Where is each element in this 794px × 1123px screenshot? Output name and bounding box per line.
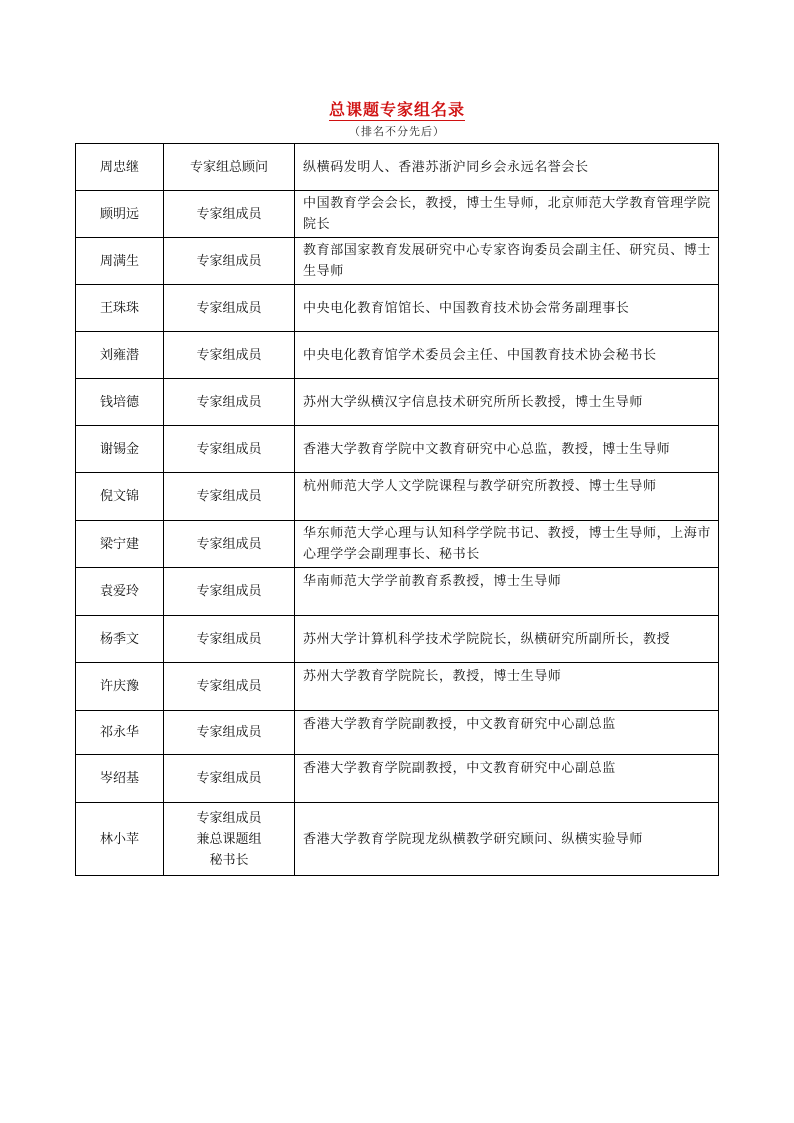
table-row xyxy=(76,568,719,616)
member-description: 纵横码发明人、香港苏浙沪同乡会永远名誉会长 xyxy=(295,144,719,191)
table-row xyxy=(76,663,719,711)
table-row xyxy=(76,616,719,663)
member-role-line: 专家组成员 xyxy=(196,206,262,222)
member-description: 香港大学教育学院副教授，中文教育研究中心副总监 xyxy=(295,755,719,803)
table-row xyxy=(76,144,719,191)
page-subtitle: （排名不分先后） xyxy=(349,125,445,138)
table-row xyxy=(76,473,719,521)
member-name: 刘雍潜 xyxy=(76,332,164,379)
member-name: 顾明远 xyxy=(76,191,164,238)
member-name: 倪文锦 xyxy=(76,473,164,521)
member-role xyxy=(164,803,295,876)
member-name: 梁宁建 xyxy=(76,521,164,568)
member-role xyxy=(164,379,295,426)
member-role-line: 秘书长 xyxy=(209,852,249,868)
member-name: 周忠继 xyxy=(76,144,164,191)
member-role xyxy=(164,191,295,238)
member-name: 林小苹 xyxy=(76,803,164,876)
member-role xyxy=(164,568,295,616)
table-row xyxy=(76,285,719,332)
member-name: 王珠珠 xyxy=(76,285,164,332)
member-description: 教育部国家教育发展研究中心专家咨询委员会副主任、研究员、博士生导师 xyxy=(295,238,719,285)
page-title-text: 总课题专家组名录 xyxy=(328,100,465,119)
member-role xyxy=(164,755,295,803)
member-role-line: 专家组成员 xyxy=(196,536,262,552)
member-description: 中央电化教育馆馆长、中国教育技术协会常务副理事长 xyxy=(295,285,719,332)
member-role-line: 专家组总顾问 xyxy=(189,159,268,175)
member-role-line: 专家组成员 xyxy=(196,771,262,786)
member-role xyxy=(164,521,295,568)
member-role-line: 专家组成员 xyxy=(196,679,262,694)
member-name: 袁爱玲 xyxy=(76,568,164,616)
table-row xyxy=(76,332,719,379)
member-name: 许庆豫 xyxy=(76,663,164,711)
member-description: 中央电化教育馆学术委员会主任、中国教育技术协会秘书长 xyxy=(295,332,719,379)
table-row xyxy=(76,426,719,473)
page-title xyxy=(0,100,794,120)
expert-roster-table xyxy=(75,143,719,876)
member-role xyxy=(164,711,295,755)
member-description: 香港大学教育学院现龙纵横教学研究顾问、纵横实验导师 xyxy=(295,803,719,876)
member-role xyxy=(164,663,295,711)
table-row xyxy=(76,755,719,803)
member-role-line: 专家组成员 xyxy=(196,441,262,457)
member-role xyxy=(164,238,295,285)
member-role xyxy=(164,473,295,521)
member-description: 华南师范大学学前教育系教授，博士生导师 xyxy=(295,568,719,616)
member-role-line: 专家组成员 xyxy=(196,253,262,269)
member-description: 华东师范大学心理与认知科学学院书记、教授，博士生导师，上海市心理学学会副理事长、秘书长 xyxy=(295,521,719,568)
member-role-line: 专家组成员 xyxy=(196,725,262,740)
table-row xyxy=(76,803,719,876)
member-role xyxy=(164,332,295,379)
member-name: 钱培德 xyxy=(76,379,164,426)
member-role-line: 专家组成员 xyxy=(196,489,262,504)
member-name: 周满生 xyxy=(76,238,164,285)
member-role-line: 专家组成员 xyxy=(196,394,262,410)
table-row xyxy=(76,521,719,568)
member-description: 香港大学教育学院中文教育研究中心总监，教授，博士生导师 xyxy=(295,426,719,473)
table-row xyxy=(76,379,719,426)
member-description: 中国教育学会会长，教授，博士生导师，北京师范大学教育管理学院院长 xyxy=(295,191,719,238)
member-description: 苏州大学计算机科学技术学院院长，纵横研究所副所长，教授 xyxy=(295,616,719,663)
member-name: 祁永华 xyxy=(76,711,164,755)
member-role xyxy=(164,285,295,332)
member-role-line: 专家组成员 xyxy=(196,347,262,363)
member-role-line: 专家组成员 xyxy=(196,631,262,647)
member-role xyxy=(164,426,295,473)
member-role xyxy=(164,616,295,663)
table-row xyxy=(76,191,719,238)
member-name: 岑绍基 xyxy=(76,755,164,803)
member-role-line: 专家组成员 xyxy=(196,810,262,826)
member-role xyxy=(164,144,295,191)
member-role-line: 兼总课题组 xyxy=(196,831,262,847)
member-description: 苏州大学教育学院院长，教授，博士生导师 xyxy=(295,663,719,711)
table-row xyxy=(76,238,719,285)
member-description: 杭州师范大学人文学院课程与教学研究所教授、博士生导师 xyxy=(295,473,719,521)
member-description: 苏州大学纵横汉字信息技术研究所所长教授，博士生导师 xyxy=(295,379,719,426)
member-description: 香港大学教育学院副教授，中文教育研究中心副总监 xyxy=(295,711,719,755)
member-name: 杨季文 xyxy=(76,616,164,663)
member-role-line: 专家组成员 xyxy=(196,584,262,599)
member-name: 谢锡金 xyxy=(76,426,164,473)
table-row xyxy=(76,711,719,755)
member-role-line: 专家组成员 xyxy=(196,300,262,316)
